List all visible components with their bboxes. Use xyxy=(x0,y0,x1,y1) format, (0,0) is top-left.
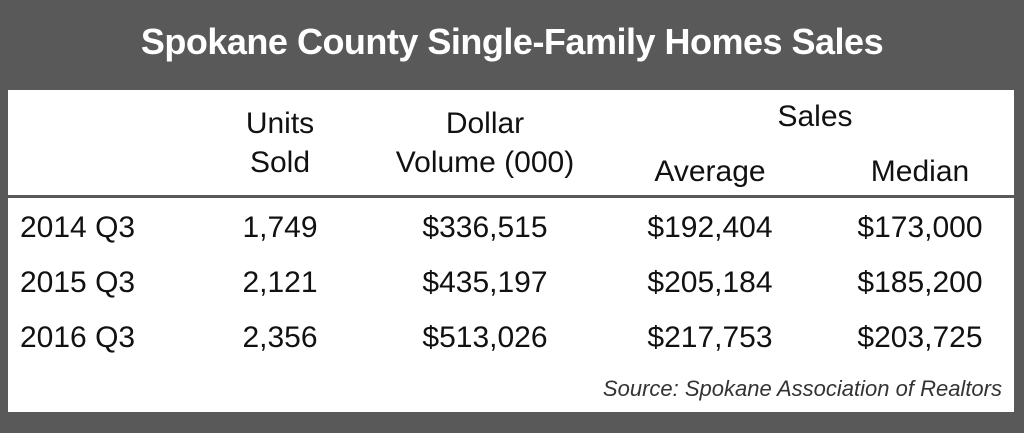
header-units-line1: Units xyxy=(245,107,315,140)
row-units: 2,356 xyxy=(242,321,318,354)
header-sales: Sales xyxy=(777,100,853,133)
row-period: 2014 Q3 xyxy=(20,211,136,244)
row-dollar-volume: $336,515 xyxy=(422,211,548,244)
source-note: Source: Spokane Association of Realtors xyxy=(602,376,1002,401)
table-title: Spokane County Single-Family Homes Sales xyxy=(140,21,884,62)
header-divider xyxy=(8,195,1014,198)
row-median: $173,000 xyxy=(857,211,983,244)
row-average: $205,184 xyxy=(647,266,773,299)
row-average: $217,753 xyxy=(647,321,773,354)
header-dollar-line1: Dollar xyxy=(445,107,525,140)
row-units: 1,749 xyxy=(242,211,318,244)
row-period: 2016 Q3 xyxy=(20,321,136,354)
row-dollar-volume: $435,197 xyxy=(422,266,548,299)
row-period: 2015 Q3 xyxy=(20,266,136,299)
header-units-line2: Sold xyxy=(249,146,311,179)
header-dollar-line2: Volume (000) xyxy=(395,146,575,179)
header-average: Average xyxy=(654,155,766,188)
header-median: Median xyxy=(870,155,970,188)
row-median: $185,200 xyxy=(857,266,983,299)
row-median: $203,725 xyxy=(857,321,983,354)
row-dollar-volume: $513,026 xyxy=(422,321,548,354)
row-units: 2,121 xyxy=(242,266,318,299)
title-bar xyxy=(10,0,1014,84)
row-average: $192,404 xyxy=(647,211,773,244)
